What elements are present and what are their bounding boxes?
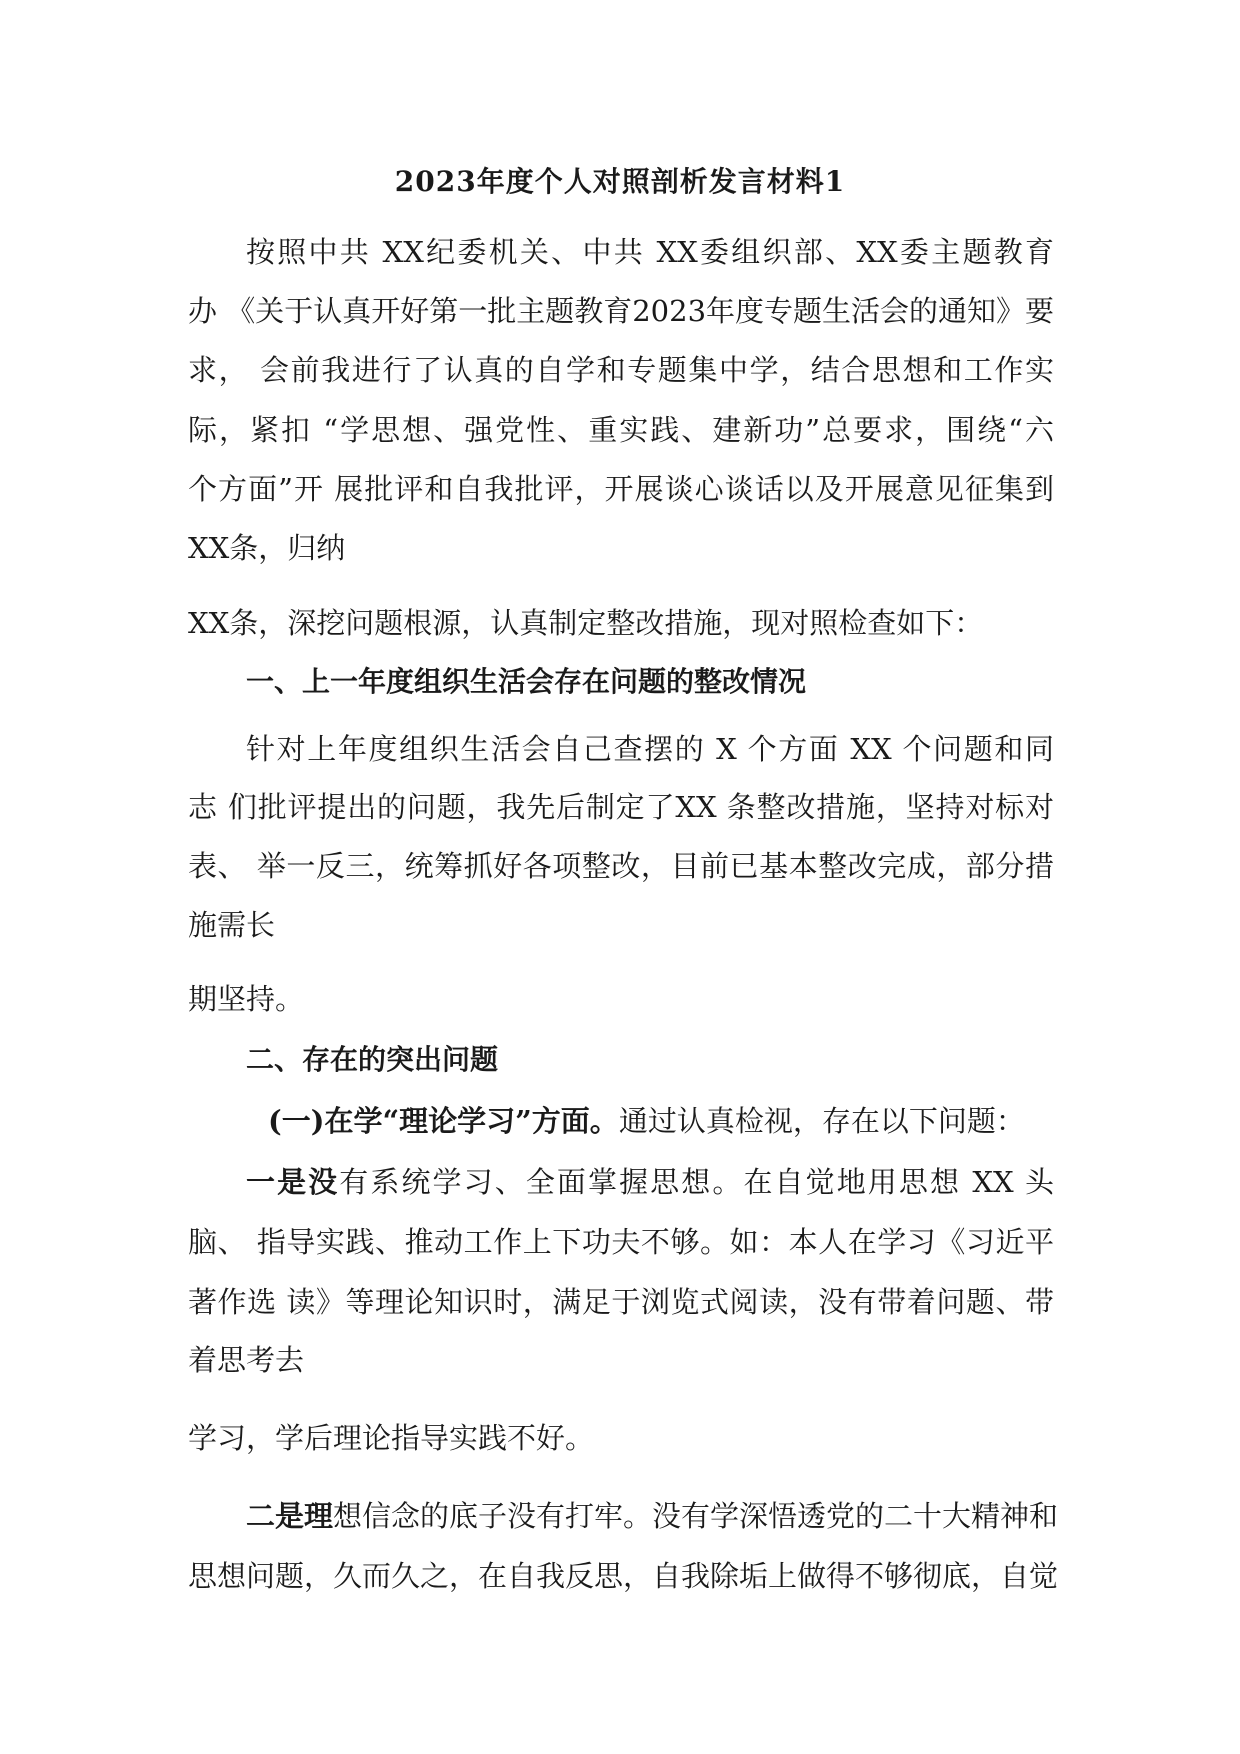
intro-line-1: 按照中共 XX纪委机关、中共 XX委组织部、XX委主题教育 xyxy=(246,235,1054,269)
section-2-heading: 二、存在的突出问题 xyxy=(246,1043,499,1076)
intro-line-5: 个方面”开 展批评和自我批评，开展谈心谈话以及开展意见征集到 xyxy=(188,472,1054,506)
point-2-first-rest: 想信念的底子没有打牢。没有学深悟透党的二十大精神和 xyxy=(333,1499,1059,1533)
point-1-continuation: 学习，学后理论指导实践不好。 xyxy=(188,1421,595,1455)
intro-line-6: XX条，归纳 xyxy=(188,531,346,565)
document-title: 2023年度个人对照剖析发言材料1 xyxy=(394,165,846,198)
section-1-line-2: 志 们批评提出的问题，我先后制定了XX 条整改措施，坚持对标对 xyxy=(188,790,1054,824)
intro-line-4: 际，紧扣 “学思想、强党性、重实践、建新功”总要求，围绕“六 xyxy=(188,413,1054,447)
point-2-line-2: 思想问题，久而久之，在自我反思，自我除垢上做得不够彻底，自觉 xyxy=(188,1559,1059,1593)
point-1-line-4: 着思考去 xyxy=(188,1343,305,1377)
section-1-heading: 一、上一年度组织生活会存在问题的整改情况 xyxy=(246,665,807,698)
intro-continuation: XX条，深挖问题根源，认真制定整改措施，现对照检查如下： xyxy=(188,606,984,640)
intro-line-2: 办 《关于认真开好第一批主题教育2023年度专题生活会的通知》要 xyxy=(188,294,1055,328)
subsection-1-text: 通过认真检视，存在以下问题： xyxy=(618,1104,1025,1138)
point-2-line-1 xyxy=(246,1496,1059,1536)
point-2-label: 二是理 xyxy=(246,1499,334,1533)
point-1-line-3: 著作选 读》等理论知识时，满足于浏览式阅读，没有带着问题、带 xyxy=(188,1285,1054,1319)
subsection-1-label: (一)在学“理论学习”方面。 xyxy=(268,1104,619,1138)
section-1-line-4: 施需长 xyxy=(188,908,276,942)
point-1-label: 一是没 xyxy=(246,1165,340,1199)
point-1-line-1 xyxy=(246,1162,1054,1202)
point-1-first-rest: 有系统学习、全面掌握思想。在自觉地用思想 XX 头 xyxy=(339,1165,1054,1199)
point-1-line-2: 脑、 指导实践、推动工作上下功夫不够。如：本人在学习《习近平 xyxy=(188,1225,1054,1259)
section-1-line-3: 表、 举一反三，统筹抓好各项整改，目前已基本整改完成，部分措 xyxy=(188,849,1054,883)
subsection-1-line xyxy=(268,1101,1025,1141)
section-1-continuation: 期坚持。 xyxy=(188,982,305,1016)
intro-line-3: 求， 会前我进行了认真的自学和专题集中学，结合思想和工作实 xyxy=(188,353,1054,387)
section-1-line-1: 针对上年度组织生活会自己查摆的 X 个方面 XX 个问题和同 xyxy=(246,732,1054,766)
